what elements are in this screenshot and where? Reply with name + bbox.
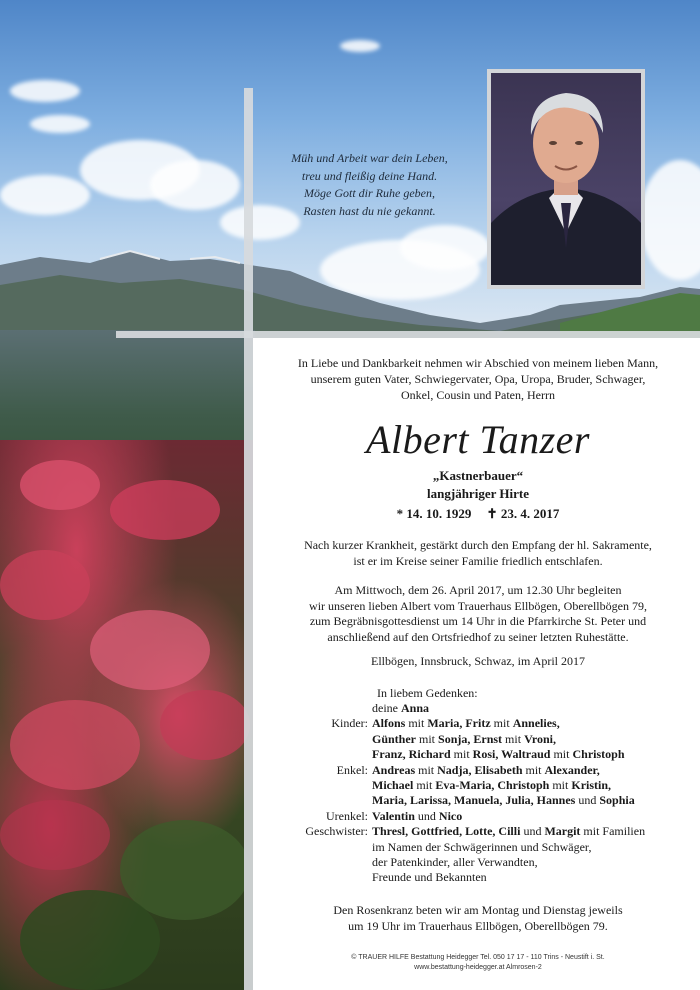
mourner-row-grandchildren-2: Michael mit Eva-Maria, Christoph mit Kristin, — [372, 778, 612, 793]
mourner-row-wife — [258, 701, 698, 716]
mourner-row-children-2: Günther mit Sonja, Ernst mit Vroni, — [372, 731, 556, 746]
mourners-list — [258, 701, 698, 886]
memory-heading: In liebem Gedenken: — [377, 686, 478, 700]
rosary-info — [258, 902, 698, 934]
rosary-line: um 19 Uhr im Trauerhaus Ellbögen, Oberellbögen 79. — [348, 919, 608, 933]
funeral-line: Am Mittwoch, dem 26. April 2017, um 12.30 Uhr begleiten — [334, 583, 622, 597]
portrait-frame — [487, 69, 645, 289]
verse-line: treu und fleißig deine Hand. — [301, 168, 438, 183]
death-notice-line: ist er im Kreise seiner Familie friedlich entschlafen. — [353, 553, 603, 568]
extended-family-line: der Patenkinder, aller Verwandten, — [372, 855, 538, 870]
deceased-role: langjähriger Hirte — [427, 486, 529, 501]
portrait-illustration — [491, 73, 641, 285]
deceased-name: Albert Tanzer — [366, 417, 590, 462]
mourner-row-grandchildren-3: Maria, Larissa, Manuela, Julia, Hannes und Sophia — [372, 793, 635, 808]
funeral-line: wir unseren lieben Albert vom Trauerhaus Ellbögen, Oberellbögen 79, — [309, 598, 647, 613]
wife-name: Anna — [401, 701, 430, 715]
mourner-row-children: Kinder: Alfons mit Maria, Fritz mit Annelies, — [258, 716, 698, 731]
verse-line: Möge Gott dir Ruhe geben, — [304, 186, 435, 200]
footer-line: © TRAUER HILFE Bestattung Heidegger Tel. 050 17 17 - 110 Trins - Neustift i. St. — [351, 954, 605, 961]
verse-line: Rasten hast du nie gekannt. — [303, 203, 436, 218]
greatgrandchildren-label: Urenkel: — [326, 808, 368, 823]
siblings-label: Geschwister: — [305, 824, 368, 839]
memorial-verse — [262, 150, 477, 220]
verse-line: Müh und Arbeit war dein Leben, — [291, 151, 448, 165]
deceased-nickname: „Kastnerbauer“ — [432, 468, 524, 483]
mourner-row-siblings: Geschwister: Thresl, Gottfried, Lotte, Cilli und Margit mit Familien — [258, 824, 698, 839]
mourner-row-greatgrandchildren: Urenkel: Valentin und Nico — [258, 809, 698, 824]
grandchildren-label: Enkel: — [336, 762, 368, 777]
funeral-info — [258, 583, 698, 645]
portrait-photo — [491, 73, 641, 285]
mourner-row-extended-3 — [258, 870, 698, 885]
death-date: ✝ 23. 4. 2017 — [486, 506, 560, 521]
alpine-roses — [0, 440, 255, 990]
birth-date: * 14. 10. 1929 — [396, 506, 472, 521]
mourner-row-grandchildren: Enkel: Andreas mit Nadja, Elisabeth mit Alexander, — [258, 763, 698, 778]
funeral-line: zum Begräbnisgottesdienst um 14 Uhr in die Pfarrkirche St. Peter und — [309, 614, 647, 628]
cross-vertical-bar — [244, 88, 253, 990]
place-and-date: Ellbögen, Innsbruck, Schwaz, im April 2017 — [371, 654, 585, 668]
mourner-row-extended-2 — [258, 855, 698, 870]
life-dates — [258, 505, 698, 523]
mourner-row-children-3: Franz, Richard mit Rosi, Waltraud mit Christoph — [372, 747, 625, 762]
children-label: Kinder: — [331, 716, 368, 731]
footer-line: www.bestattung-heidegger.at Almrosen-2 — [414, 964, 542, 971]
intro-line: Onkel, Cousin und Paten, Herrn — [401, 388, 555, 402]
rosary-line: Den Rosenkranz beten wir am Montag und Dienstag jeweils — [333, 903, 623, 917]
cross-horizontal-bar — [116, 331, 700, 338]
extended-family-line: im Namen der Schwägerinnen und Schwäger, — [372, 839, 592, 854]
intro-line: In Liebe und Dankbarkeit nehmen wir Abschied von meinem lieben Mann, — [297, 356, 659, 370]
mourner-row-extended — [258, 840, 698, 855]
funeral-home-footer — [258, 953, 698, 973]
extended-family-line: Freunde und Bekannten — [372, 870, 487, 885]
intro-text — [258, 355, 698, 403]
death-notice-line: Nach kurzer Krankheit, gestärkt durch den Empfang der hl. Sakramente, — [304, 538, 652, 552]
funeral-line: anschließend auf den Ortsfriedhof zu seiner letzten Ruhestätte. — [327, 629, 629, 644]
wife-prefix: deine — [372, 701, 398, 715]
intro-line: unserem guten Vater, Schwiegervater, Opa, Uropa, Bruder, Schwager, — [310, 372, 646, 386]
death-notice — [258, 538, 698, 569]
